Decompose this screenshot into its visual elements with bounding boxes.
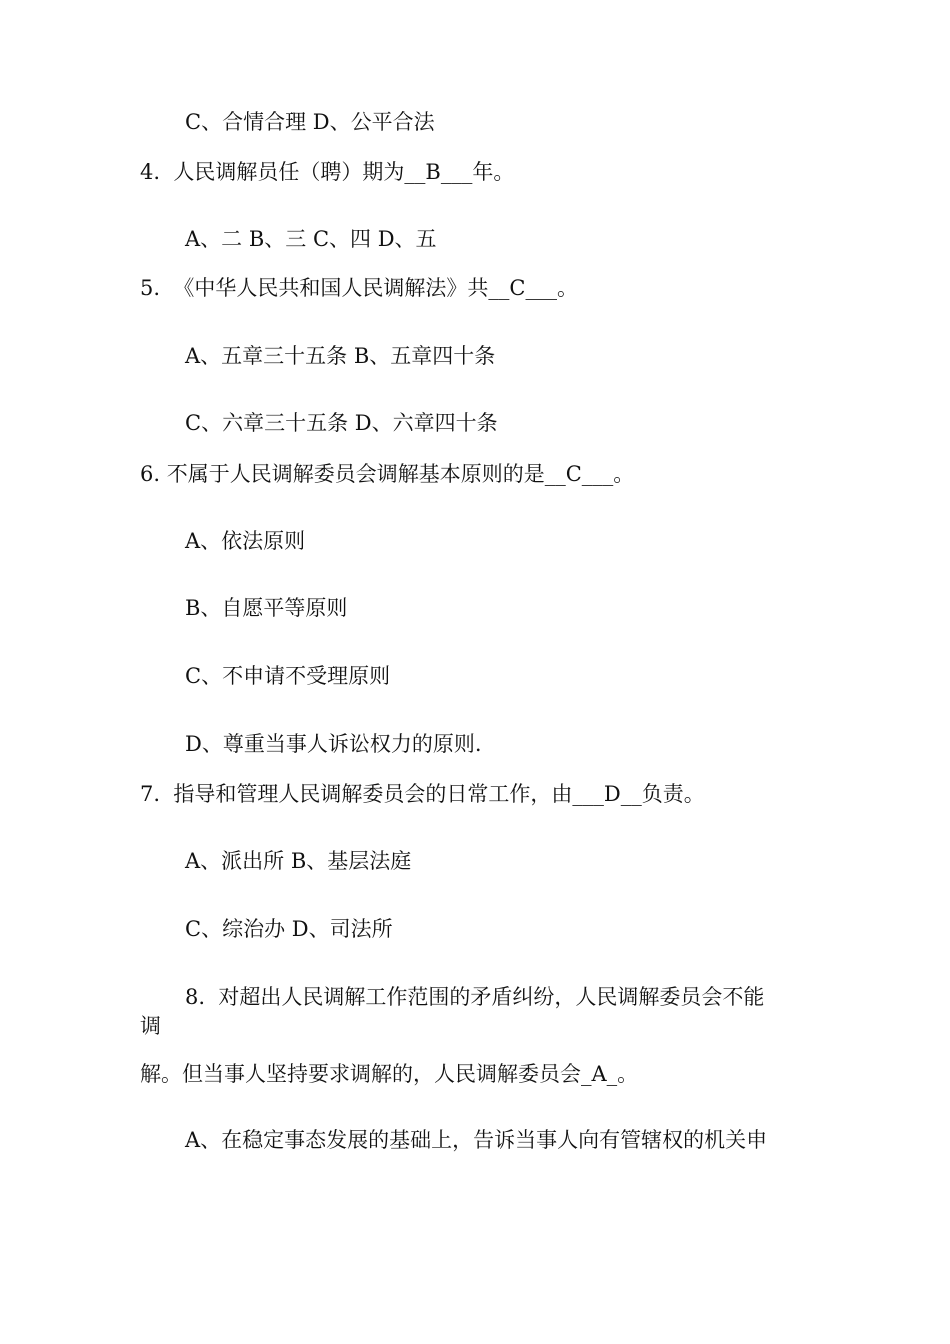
- question-8-line1-wrap: 调: [140, 1014, 161, 1038]
- option-q6-a: A、依法原则: [185, 529, 306, 553]
- option-q6-c: C、不申请不受理原则: [185, 664, 391, 688]
- question-6: 6. 不属于人民调解委员会调解基本原则的是__C___。: [140, 462, 635, 486]
- question-4: 4. 人民调解员任（聘）期为__B___年。: [140, 160, 515, 184]
- question-8-line1: 8. 对超出人民调解工作范围的矛盾纠纷，人民调解委员会不能: [185, 985, 765, 1009]
- question-5: 5. 《中华人民共和国人民调解法》共__C___。: [140, 276, 578, 300]
- question-8-line2: 解。但当事人坚持要求调解的，人民调解委员会_A_。: [140, 1062, 639, 1086]
- option-q8-a: A、在稳定事态发展的基础上，告诉当事人向有管辖权的机关申: [185, 1128, 768, 1152]
- options-q4: A、二 B、三 C、四 D、五: [185, 227, 437, 251]
- option-line-q3-cd: C、合情合理 D、公平合法: [185, 110, 435, 134]
- option-q6-d: D、尊重当事人诉讼权力的原则.: [185, 732, 482, 756]
- question-7: 7. 指导和管理人民调解委员会的日常工作，由___D__负责。: [140, 782, 705, 806]
- option-q6-b: B、自愿平等原则: [185, 596, 348, 620]
- options-q7-ab: A、派出所 B、基层法庭: [185, 849, 412, 873]
- options-q7-cd: C、综治办 D、司法所: [185, 917, 393, 941]
- options-q5-ab: A、五章三十五条 B、五章四十条: [185, 344, 496, 368]
- options-q5-cd: C、六章三十五条 D、六章四十条: [185, 411, 498, 435]
